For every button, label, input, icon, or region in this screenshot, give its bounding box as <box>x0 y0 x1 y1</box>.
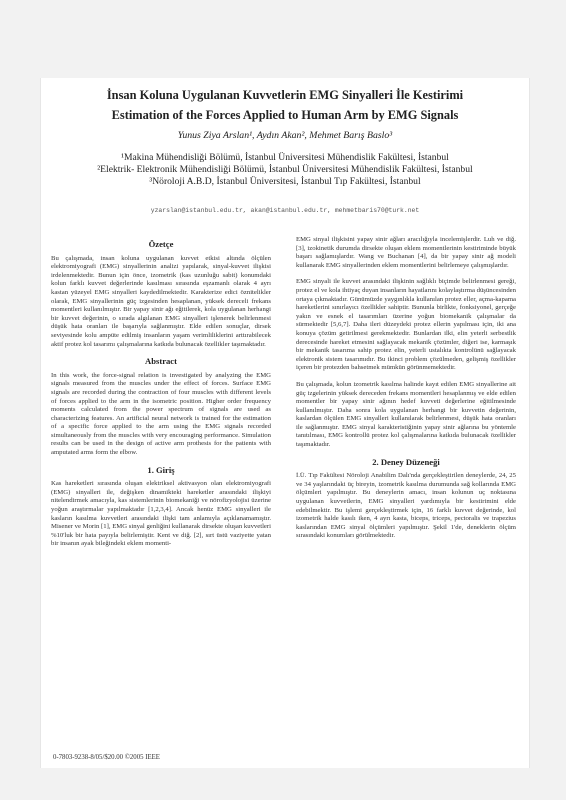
emails: yzarslan@istanbul.edu.tr, akan@istanbul.edu.tr, mehmetbaris70@turk.net <box>150 207 420 214</box>
abstract-heading: Abstract <box>145 356 177 367</box>
right-paragraph-1: EMG sinyal ilişkisini yapay sinir ağları aracılığıyla incelemişlerdir. Luh ve diğ. [3], izokinetik durumda dirsekte oluşan eklem momentlerinin kestiriminde büyük başarı sağlamışlardır. Wang ve Buchanan [4], da bir yapay sinir ağ modeli kullanarak EMG sinyallerinden eklem momentlerini belirlemeye çalışmışlardır. <box>296 236 516 269</box>
affiliations <box>41 152 529 189</box>
giris-heading: 1. Giriş <box>147 464 175 475</box>
affiliation-2: ²Elektrik- Elektronik Mühendisliği Bölümü, İstanbul Üniversitesi Mühendislik Fakültesi, İstanbul <box>97 164 473 176</box>
copyright-footer: 0-7803-9238-8/05/$20.00 ©2005 IEEE <box>53 754 160 761</box>
right-column <box>296 236 516 549</box>
paper-page <box>40 78 530 768</box>
affiliation-1: ¹Makina Mühendisliği Bölümü, İstanbul Üniversitesi Mühendislik Fakültesi, İstanbul <box>121 152 449 163</box>
deney-text: İ.Ü. Tıp Fakültesi Nöroloji Anabilim Dalı'nda gerçekleştirilen deneylerde, 24, 25 ve 34 yaşlarındaki üç bireyin, izometrik kasılma durumunda sağ kollarında EMG ölçümleri yapılmıştır. Bu deneylerin amacı, insan kolunun uç noktasına uygulanan kuvvetlerin, EMG sinyalleri yardımıyla bir kestirimini elde edebilmektir. Bu işlemi gerçekleştirmek için, 16 farklı kuvvet değerinde, kol izometrik halde kasılı iken, 4 ayrı kasta, biceps, triceps, pectoralis ve trapezius kaslarından EMG sinyal ölçümleri yapılmıştır. Şekil 1'de, deneklerin ölçüm sırasındaki konumları görülmektedir. <box>296 472 516 540</box>
deney-heading: 2. Deney Düzeneği <box>372 456 440 467</box>
affiliation-3: ³Nöroloji A.B.D, İstanbul Üniversitesi, İstanbul Tıp Fakültesi, İstanbul <box>149 176 421 188</box>
ozetce-text: Bu çalışmada, insan koluna uygulanan kuvvet etkisi altında ölçülen elektromiyografi (EMG) sinyallerinin analizi yapılarak, sinyal-kuvvet ilişkisi irdelenmektedir. Bunun için önce, izometrik (kas uzunluğu sabit) konumdaki kolun farklı kuvvet değerlerinde kasılması sırasında eşzamanlı olarak 4 ayrı kastan yüzeyel EMG sinyalleri kaydedilmektedir. Karakterize edici öznitelikler olarak, EMG sinyallerinin güç izgesinden hesaplanan, yüksek dereceli frekans momentleri kullanılmıştır. Bir yapay sinir ağı eğitilerek, kola uygulanan herhangi bir kuvvet değerinin, o sırada algılanan EMG sinyalleri işlenerek belirlenmesi düşük hata oranları ile başarıyla sağlanmıştır. Elde edilen sonuçlar, dirsek seviyesinde kolu ampüte edilmiş insanların yaşam verimliliklerini arttırabilecek aktif protez kol tasarımı çalışmalarına katkıda bulunacak özellikler taşımaktadır. <box>51 254 271 348</box>
authors: Yunus Ziya Arslan¹, Aydın Akan², Mehmet Barış Baslo³ <box>177 130 393 141</box>
ozetce-heading: Özetçe <box>148 239 174 249</box>
title-turkish: İnsan Koluna Uygulanan Kuvvetlerin EMG Sinyalleri İle Kestirimi <box>106 88 464 102</box>
giris-text: Kas hareketleri sırasında oluşan elektriksel aktivasyon olan elektromiyografi (EMG) sinyalleri ile, değişken dinamikteki hareketler arasındaki ilişkiyi nitelendirmek amacıyla, kas sistemlerinin biomekaniği ve nörofizyolojisi üzerine yoğun araştırmalar yapılmaktadır [1,2,3,4]. Ancak henüz EMG sinyalleri ile kasların kasılma kuvvetleri arasındaki ilişki tam anlamıyla açıklanamamıştır. Misener ve Morin [1], EMG sinyal genliğini kullanarak dirsekte oluşan kuvvetleri %10'luk bir hata payıyla belirlemiştir. Kent ve diğ. [2], sırt üstü vaziyette yatan bir insanın ayak bileğindeki eklem momenti- <box>51 480 271 548</box>
title-english: Estimation of the Forces Applied to Human Arm by EMG Signals <box>111 108 459 122</box>
left-column <box>51 236 271 557</box>
right-paragraph-3: Bu çalışmada, kolun izometrik kasılma halinde kayıt edilen EMG sinyallerine ait güç izgelerinin yüksek dereceden frekans momentleri hesaplanmış ve elde edilen momentler bir yapay sinir ağının hedef kuvveti değerlerine eğitilmesinde kullanılmıştır. Daha sonra kola uygulanan herhangi bir kuvvetin değerinin, kaslardan ölçülen EMG sinyalleri kullanılarak belirlenmesi, düşük hata oranları ile sağlanmıştır. EMG sinyal karakteristiğinin yapay sinir ağlarına bu yöntemle tanıtılması, EMG kontrollü protez kol çalışmalarına katkıda bulunacak özellikler taşımaktadır. <box>296 380 516 449</box>
abstract-text: In this work, the force-signal relation is investigated by analyzing the EMG signals measured from the muscles under the effect of forces. Surface EMG signals are recorded during the contraction of four muscles with different levels of forces applied to the arm in the isometric position. Higher order frequency moments calculated from the power spectrum of signals are used as characterizing features. An artificial neural network is trained for the estimation of a specific force applied to the arm using the EMG signals recorded simultaneously from the muscles with very encouraging performance. Simulation results can be used in the design of active arm prothesis for the patients with amputated arms form the elbow. <box>51 371 271 457</box>
right-paragraph-2: EMG sinyali ile kuvvet arasındaki ilişkinin sağlıklı biçimde belirlenmesi gereği, protez el ve kola ihtiyaç duyan insanların hayatlarını kolaylaştırma düşüncesinden ortaya çıkmaktadır. Günümüzde yaygınlıkla kullanılan protez eller, açma-kapama hareketlerini sınırlayıcı özellikler sahiptir. Bununla birlikte, fonksiyonel, gerçeğe yakın ve esnek el tasarımları üzerine yoğun biomekanik çalışmalar da sürmektedir [5,6,7]. Daha ileri düzeydeki protez ellerin yapılması için, iki ana konuya çözüm getirilmesi gerekmektedir. Bunlardan ilki, elin yeterli serbestlik derecesinde hareket etmesini sağlayacak mekanik çözümler, diğeri ise, karmaşık bir mekanik tasarıma sahip protez elin, yeterli ustalıkta kontrolünü sağlayacak elektronik sistem tasarımıdır. Bu ikinci problem çözülmeden, gelişmiş özellikler içeren bir protezden bahsetmek mümkün görünmemektedir. <box>296 278 516 372</box>
